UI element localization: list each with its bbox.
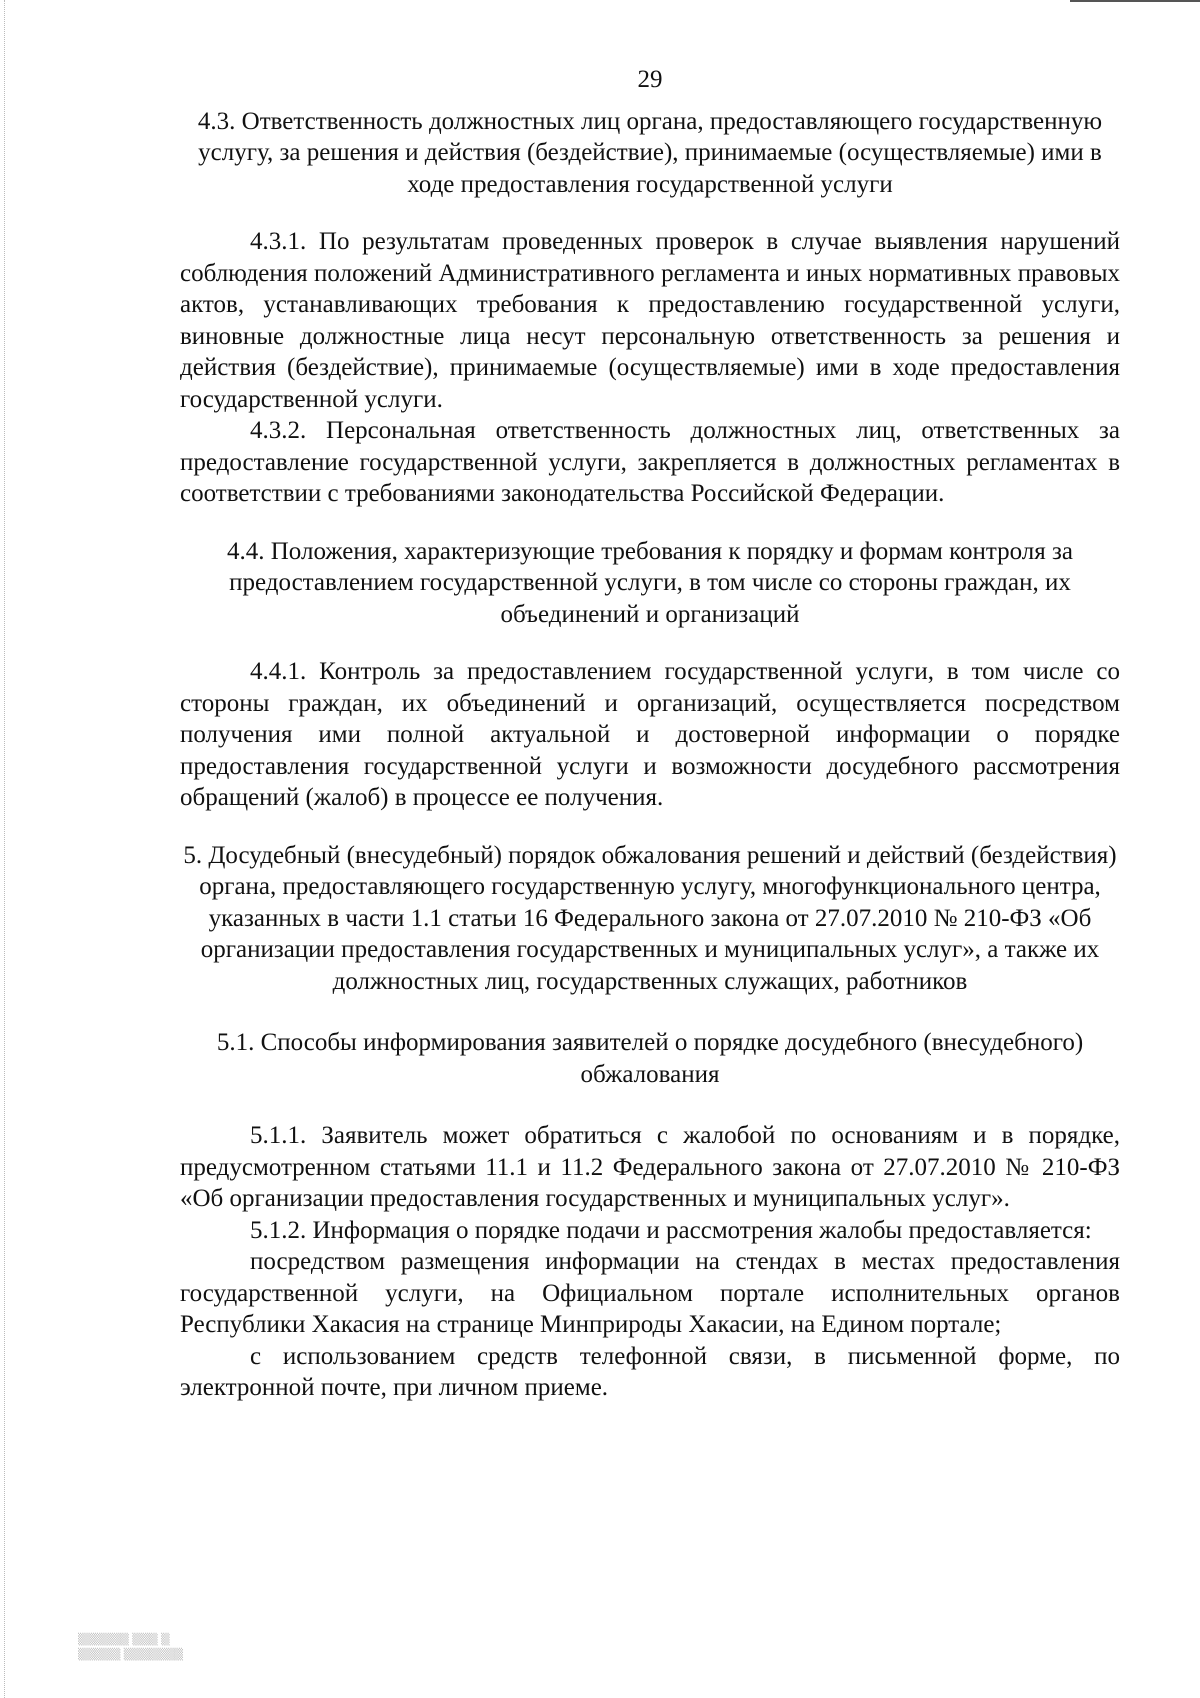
page-number: 29 xyxy=(637,66,663,93)
paragraph-5-1-2-stands: посредством размещения информации на стендах в местах предоставления государственной услуги, на Официальном портале исполнительных органов Республики Хакасия на странице Минприроды Хакасии, на Едином портале; xyxy=(180,1248,1120,1338)
scan-edge-dots xyxy=(4,0,5,1698)
paragraph-4-3-2: 4.3.2. Персональная ответственность должностных лиц, ответственных за предоставление государственной услуги, закрепляется в должностных регламентах в соответствии с требованиями законодательства Российской Федерации. xyxy=(180,417,1120,507)
faded-stamp-mark: ▒▒▒▒▒▒ ▒▒▒ ▒ ▒▒▒▒▒ ▒▒▒▒▒▒▒ xyxy=(78,1633,184,1661)
paragraph-5-1-1: 5.1.1. Заявитель может обратиться с жалобой по основаниям и в порядке, предусмотренном статьями 11.1 и 11.2 Федерального закона от 27.07.2010 № 210-ФЗ «Об организации предоставления государственных и муниципальных услуг». xyxy=(180,1122,1120,1212)
paragraph-4-4-1: 4.4.1. Контроль за предоставлением государственной услуги, в том числе со стороны граждан, их объединений и организаций, осуществляется посредством получения ими полной актуальной и достоверной информации о порядке предоставления государственной услуги и возможности досудебного рассмотрения обращений (жалоб) в процессе ее получения. xyxy=(180,658,1120,811)
heading-4-4: 4.4. Положения, характеризующие требования к порядку и формам контроля за предоставлением государственной услуги, в том числе со стороны граждан, их объединений и организаций xyxy=(227,537,1073,628)
heading-5-1: 5.1. Способы информирования заявителей о порядке досудебного (внесудебного) обжалования xyxy=(216,1029,1084,1088)
scan-edge-mark xyxy=(1070,0,1200,2)
paragraph-5-1-2-phone: с использованием средств телефонной связи, в письменной форме, по электронной почте, при личном приеме. xyxy=(180,1342,1120,1401)
heading-5: 5. Досудебный (внесудебный) порядок обжалования решений и действий (бездействия) органа, предоставляющего государственную услугу, многофункционального центра, указанных в части 1.1 статьи 16 Федерального закона от 27.07.2010 № 210-ФЗ «Об организации предоставления государственных и муниципальных услуг», а также их должностных лиц, государственных служащих, работников xyxy=(183,841,1117,995)
heading-4-3: 4.3. Ответственность должностных лиц органа, предоставляющего государственную услугу, за решения и действия (бездействие), принимаемые (осуществляемые) ими в ходе предоставления государственной услуги xyxy=(197,107,1103,198)
paragraph-5-1-2: 5.1.2. Информация о порядке подачи и рассмотрения жалобы предоставляется: xyxy=(250,1216,1092,1244)
paragraph-4-3-1: 4.3.1. По результатам проведенных проверок в случае выявления нарушений соблюдения положений Административного регламента и иных нормативных правовых актов, устанавливающих требования к предоставлению государственной услуги, виновные должностные лица несут персональную ответственность за решения и действия (бездействие), принимаемые (осуществляемые) ими в ходе предоставления государственной услуги. xyxy=(180,228,1120,413)
page-content xyxy=(180,64,1120,1404)
